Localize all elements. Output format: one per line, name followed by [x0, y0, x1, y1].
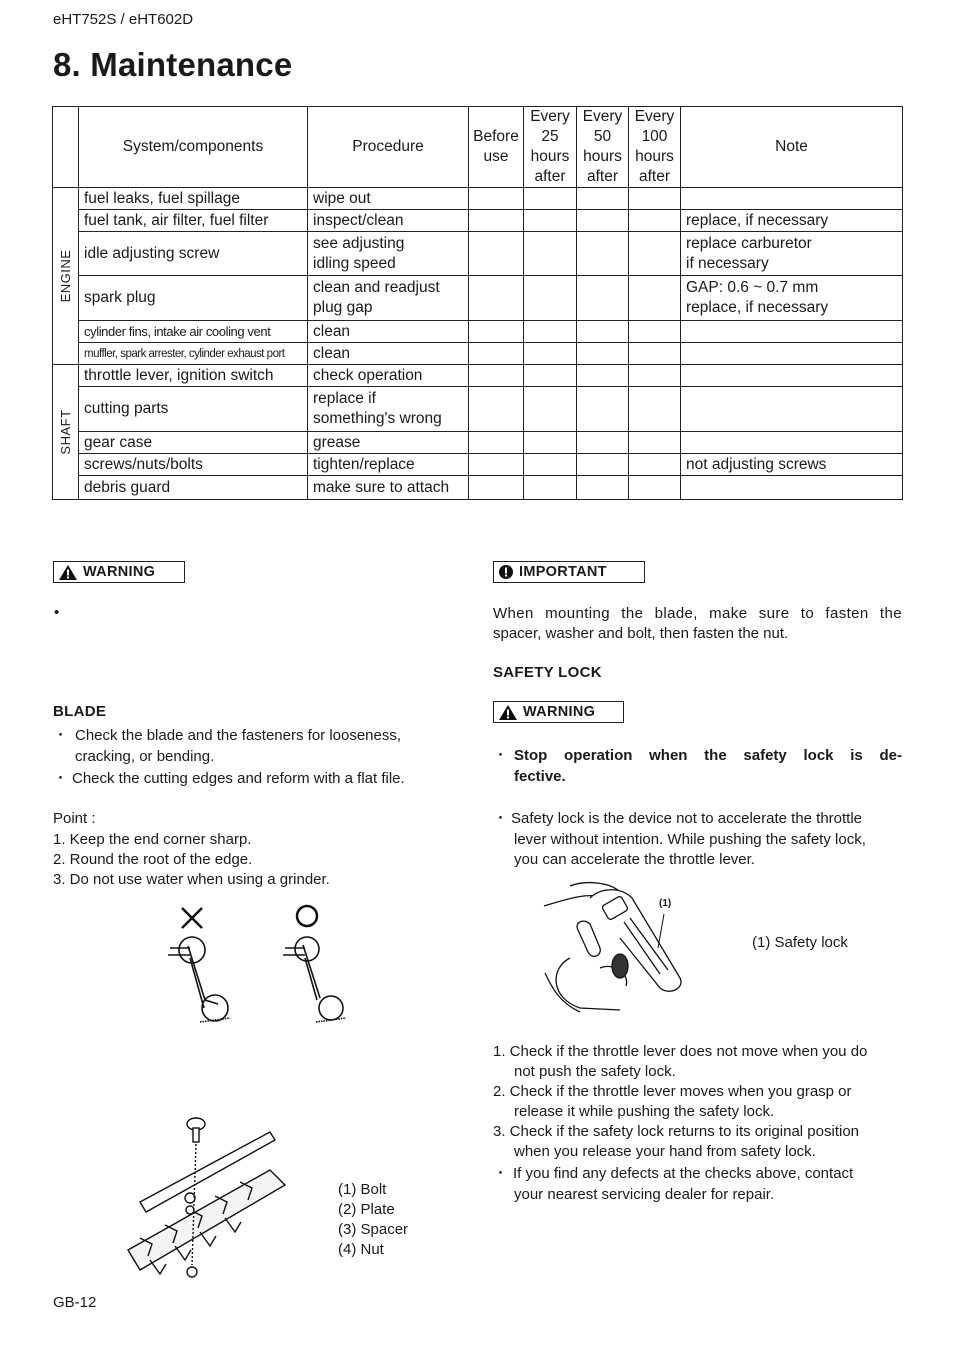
page-number: GB-12 — [53, 1294, 97, 1311]
stop-warning-text: fective. — [514, 768, 566, 785]
table-row — [53, 365, 903, 387]
cell-procedure: wipe out — [308, 188, 469, 210]
lock-bullet: ・ — [493, 810, 509, 827]
blade-bullet-1: ・ — [53, 727, 69, 744]
blade-bullet-2: ・ — [53, 770, 69, 787]
table-row — [53, 321, 903, 343]
header-every-25: Every 25 hours after — [524, 107, 577, 188]
cell-note: not adjusting screws — [681, 454, 903, 476]
check-item: not push the safety lock. — [514, 1063, 676, 1080]
check-item: release it while pushing the safety lock. — [514, 1103, 775, 1120]
point-title: Point : — [53, 810, 96, 827]
check-item: 3. Check if the safety lock returns to its original position — [493, 1123, 860, 1140]
cell-component: idle adjusting screw — [79, 232, 308, 276]
cell-component: cylinder fins, intake air cooling vent — [79, 321, 308, 343]
defect-bullet: ・ — [493, 1165, 509, 1182]
warning-badge: WARNING — [493, 701, 624, 723]
point-item: 3. Do not use water when using a grinder. — [53, 871, 330, 888]
table-header-row — [53, 107, 903, 188]
check-item: when you release your hand from safety lock. — [514, 1143, 816, 1160]
lock-desc: you can accelerate the throttle lever. — [514, 851, 755, 868]
warning-badge: WARNING — [53, 561, 185, 583]
cell-note: GAP: 0.6 ~ 0.7 mm replace, if necessary — [681, 276, 903, 321]
callout-label: (1) — [659, 898, 672, 909]
check-item: If you find any defects at the checks above, contact — [513, 1165, 854, 1182]
warning-triangle-icon — [498, 704, 518, 721]
cell-procedure: see adjusting idling speed — [308, 232, 469, 276]
cell-procedure: make sure to attach — [308, 476, 469, 500]
check-item: 1. Check if the throttle lever does not move when you do — [493, 1043, 868, 1060]
table-row — [53, 232, 903, 276]
blade-heading: BLADE — [53, 703, 107, 720]
group-shaft: SHAFT — [53, 365, 79, 500]
header-every-50: Every 50 hours after — [577, 107, 629, 188]
cell-procedure: inspect/clean — [308, 210, 469, 232]
warning-triangle-icon — [58, 564, 78, 581]
table-row — [53, 188, 903, 210]
cell-note: replace, if necessary — [681, 210, 903, 232]
header-before-use: Before use — [469, 107, 524, 188]
cell-component: gear case — [79, 432, 308, 454]
blade-item: Check the cutting edges and reform with a flat file. — [72, 770, 405, 787]
point-item: 1. Keep the end corner sharp. — [53, 831, 252, 848]
point-item: 2. Round the root of the edge. — [53, 851, 253, 868]
cell-procedure: replace if something's wrong — [308, 387, 469, 432]
safety-lock-heading: SAFETY LOCK — [493, 664, 602, 681]
cell-component: debris guard — [79, 476, 308, 500]
blade-assembly-illustration — [120, 1110, 300, 1290]
document-model: eHT752S / eHT602D — [53, 11, 194, 28]
warning-bullet: • — [54, 604, 60, 621]
table-row — [53, 454, 903, 476]
part-label: (3) Spacer — [338, 1221, 409, 1238]
table-row — [53, 476, 903, 500]
cell-component: muffler, spark arrester, cylinder exhaust port — [79, 343, 308, 365]
exclamation-circle-icon — [498, 564, 514, 580]
cell-component: throttle lever, ignition switch — [79, 365, 308, 387]
blade-item: Check the blade and the fasteners for looseness, — [75, 727, 402, 744]
stop-bullet: ・ — [493, 747, 509, 764]
safety-lock-caption: (1) Safety lock — [752, 934, 848, 951]
part-label: (2) Plate — [338, 1201, 395, 1218]
lock-desc: lever without intention. While pushing the safety lock, — [514, 831, 866, 848]
part-label: (1) Bolt — [338, 1181, 387, 1198]
check-item: your nearest servicing dealer for repair. — [514, 1186, 775, 1203]
cell-component: spark plug — [79, 276, 308, 321]
header-every-100: Every 100 hours after — [629, 107, 681, 188]
table-row — [53, 276, 903, 321]
cell-procedure: grease — [308, 432, 469, 454]
cell-component: screws/nuts/bolts — [79, 454, 308, 476]
cell-procedure: tighten/replace — [308, 454, 469, 476]
important-text: spacer, washer and bolt, then fasten the nut. — [493, 625, 789, 642]
cell-procedure: check operation — [308, 365, 469, 387]
header-blank — [53, 107, 79, 188]
cell-component: cutting parts — [79, 387, 308, 432]
table-row — [53, 343, 903, 365]
cell-procedure: clean and readjust plug gap — [308, 276, 469, 321]
cell-procedure: clean — [308, 321, 469, 343]
cell-procedure: clean — [308, 343, 469, 365]
table-row — [53, 210, 903, 232]
important-text: When mounting the blade, make sure to fasten the — [493, 605, 902, 622]
blade-item: cracking, or bending. — [75, 748, 215, 765]
important-badge: IMPORTANT — [493, 561, 645, 583]
header-component: System/components — [79, 107, 308, 188]
group-engine: ENGINE — [53, 188, 79, 365]
cell-note: replace carburetor if necessary — [681, 232, 903, 276]
cell-component: fuel leaks, fuel spillage — [79, 188, 308, 210]
blade-tooth-illustration — [160, 900, 360, 1030]
page-title: 8. Maintenance — [53, 46, 293, 83]
check-item: 2. Check if the throttle lever moves when you grasp or — [493, 1083, 852, 1100]
table-row — [53, 432, 903, 454]
stop-warning-text: Stop operation when the safety lock is de- — [514, 747, 902, 764]
table-row — [53, 387, 903, 432]
safety-lock-illustration — [540, 878, 710, 1018]
header-note: Note — [681, 107, 903, 188]
part-label: (4) Nut — [338, 1241, 384, 1258]
lock-desc: Safety lock is the device not to accelerate the throttle — [511, 810, 863, 827]
maintenance-table — [52, 106, 903, 500]
cell-component: fuel tank, air filter, fuel filter — [79, 210, 308, 232]
header-procedure: Procedure — [308, 107, 469, 188]
